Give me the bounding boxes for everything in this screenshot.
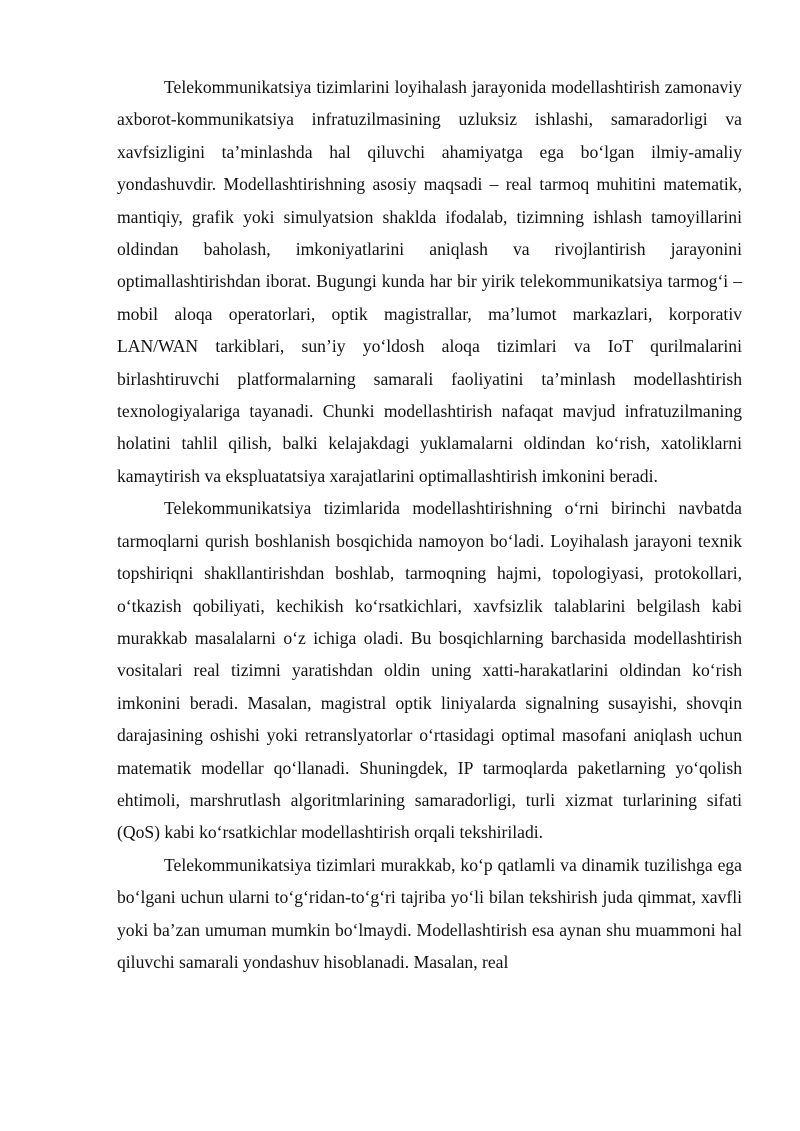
paragraph-2: Telekommunikatsiya tizimlarida modellashtirishning oʻrni birinchi navbatda tarmoqlarni qurish boshlanish bosqichida namoyon boʻladi. Loyihalash jarayoni texnik topshiriqni shakllantirishdan boshlab, tarmoqning hajmi, topologiyasi, protokollari, oʻtkazish qobiliyati, kechikish koʻrsatkichlari, xavfsizlik talablarini belgilash kabi murakkab masalalarni oʻz ichiga oladi. Bu bosqichlarning barchasida modellashtirish vositalari real tizimni yaratishdan oldin uning xatti-harakatlarini oldindan koʻrish imkonini beradi. Masalan, magistral optik liniyalarda signalning susayishi, shovqin darajasining oshishi yoki retranslyatorlar oʻrtasidagi optimal masofani aniqlash uchun matematik modellar qoʻllanadi. Shuningdek, IP tarmoqlarda paketlarning yoʻqolish ehtimoli, marshrutlash algoritmlarining samaradorligi, turli xizmat turlarining sifati (QoS) kabi koʻrsatkichlar modellashtirish orqali tekshiriladi.: [117, 498, 742, 843]
paragraph-1: Telekommunikatsiya tizimlarini loyihalash jarayonida modellashtirish zamonaviy axborot-kommunikatsiya infratuzilmasining uzluksiz ishlashi, samaradorligi va xavfsizligini taʼminlashda hal qiluvchi ahamiyatga ega boʻlgan ilmiy-amaliy yondashuvdir. Modellashtirishning asosiy maqsadi – real tarmoq muhitini matematik, mantiqiy, grafik yoki simulyatsion shaklda ifodalab, tizimning ishlash tamoyillarini oldindan baholash, imkoniyatlarini aniqlash va rivojlantirish jarayonini optimallashtirishdan iborat. Bugungi kunda har bir yirik telekommunikatsiya tarmogʻi – mobil aloqa operatorlari, optik magistrallar, maʼlumot markazlari, korporativ LAN/WAN tarkiblari, sunʼiy yoʻldosh aloqa tizimlari va IoT qurilmalarini birlashtiruvchi platformalarning samarali faoliyatini taʼminlash modellashtirish texnologiyalariga tayanadi. Chunki modellashtirish nafaqat mavjud infratuzilmaning holatini tahlil qilish, balki kelajakdagi yuklamalarni oldindan koʻrish, xatoliklarni kamaytirish va ekspluatatsiya xarajatlarini optimallashtirish imkonini beradi.: [117, 77, 742, 486]
document-page: [117, 71, 742, 978]
paragraph-3: Telekommunikatsiya tizimlari murakkab, koʻp qatlamli va dinamik tuzilishga ega boʻlgani uchun ularni toʻgʻridan-toʻgʻri tajriba yoʻli bilan tekshirish juda qimmat, xavfli yoki baʼzan umuman mumkin boʻlmaydi. Modellashtirish esa aynan shu muammoni hal qiluvchi samarali yondashuv hisoblanadi. Masalan, real: [117, 854, 742, 972]
